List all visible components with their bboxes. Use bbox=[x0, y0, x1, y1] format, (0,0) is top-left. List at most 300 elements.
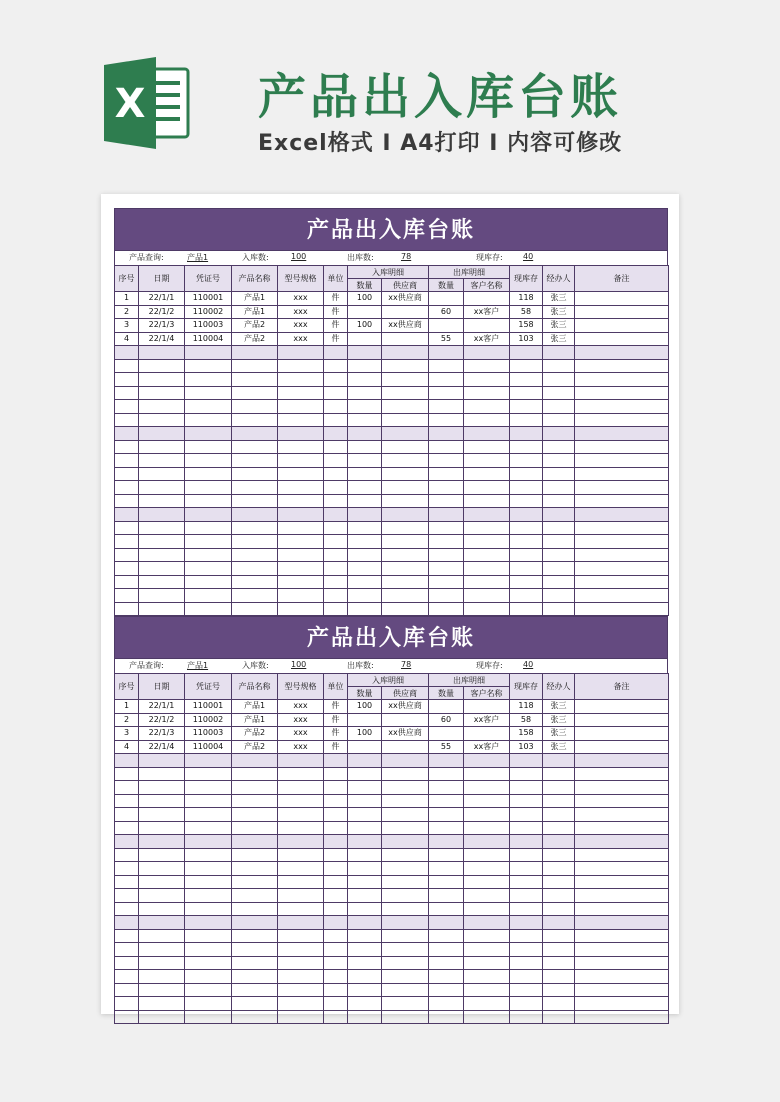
table-cell[interactable] bbox=[232, 916, 278, 930]
table-cell[interactable] bbox=[278, 781, 324, 795]
table-cell[interactable] bbox=[464, 767, 510, 781]
table-cell[interactable] bbox=[382, 467, 429, 481]
table-cell[interactable] bbox=[232, 440, 278, 454]
table-cell[interactable] bbox=[278, 386, 324, 400]
table-cell[interactable] bbox=[382, 602, 429, 616]
table-cell[interactable] bbox=[543, 781, 575, 795]
table-cell[interactable] bbox=[429, 548, 464, 562]
table-cell[interactable] bbox=[575, 400, 669, 414]
table-cell[interactable] bbox=[185, 875, 232, 889]
table-cell[interactable] bbox=[543, 943, 575, 957]
table-cell[interactable] bbox=[324, 848, 348, 862]
table-cell[interactable] bbox=[324, 1010, 348, 1024]
table-cell[interactable] bbox=[429, 821, 464, 835]
table-cell[interactable] bbox=[232, 956, 278, 970]
table-cell[interactable] bbox=[348, 413, 382, 427]
table-cell[interactable] bbox=[382, 427, 429, 441]
table-cell[interactable] bbox=[324, 862, 348, 876]
table-cell[interactable] bbox=[278, 929, 324, 943]
table-cell[interactable] bbox=[382, 413, 429, 427]
table-cell[interactable] bbox=[464, 781, 510, 795]
table-cell[interactable] bbox=[464, 427, 510, 441]
table-cell[interactable] bbox=[464, 835, 510, 849]
table-cell[interactable]: 3 bbox=[115, 727, 139, 741]
table-cell[interactable] bbox=[510, 794, 543, 808]
table-cell[interactable] bbox=[429, 767, 464, 781]
table-cell[interactable]: 件 bbox=[324, 292, 348, 306]
table-cell[interactable] bbox=[139, 494, 185, 508]
table-cell[interactable] bbox=[382, 508, 429, 522]
table-cell[interactable] bbox=[464, 848, 510, 862]
table-cell[interactable] bbox=[232, 346, 278, 360]
table-cell[interactable] bbox=[278, 589, 324, 603]
table-cell[interactable] bbox=[278, 889, 324, 903]
table-cell[interactable] bbox=[429, 808, 464, 822]
table-cell[interactable]: 产品2 bbox=[232, 332, 278, 346]
table-cell[interactable] bbox=[278, 481, 324, 495]
table-cell[interactable] bbox=[575, 929, 669, 943]
table-cell[interactable] bbox=[139, 386, 185, 400]
table-cell[interactable] bbox=[543, 562, 575, 576]
table-cell[interactable] bbox=[429, 292, 464, 306]
table-cell[interactable] bbox=[348, 373, 382, 387]
table-cell[interactable]: 张三 bbox=[543, 305, 575, 319]
table-cell[interactable] bbox=[232, 454, 278, 468]
table-cell[interactable] bbox=[348, 808, 382, 822]
table-cell[interactable] bbox=[324, 575, 348, 589]
table-cell[interactable] bbox=[139, 929, 185, 943]
table-cell[interactable] bbox=[324, 346, 348, 360]
table-cell[interactable] bbox=[543, 346, 575, 360]
table-cell[interactable] bbox=[278, 902, 324, 916]
table-cell[interactable] bbox=[464, 700, 510, 714]
table-cell[interactable] bbox=[348, 713, 382, 727]
table-cell[interactable] bbox=[324, 400, 348, 414]
table-cell[interactable] bbox=[185, 983, 232, 997]
table-cell[interactable] bbox=[278, 413, 324, 427]
table-cell[interactable] bbox=[464, 983, 510, 997]
table-cell[interactable] bbox=[543, 929, 575, 943]
table-cell[interactable] bbox=[510, 359, 543, 373]
table-cell[interactable] bbox=[510, 943, 543, 957]
table-cell[interactable] bbox=[139, 602, 185, 616]
table-cell[interactable] bbox=[382, 575, 429, 589]
table-cell[interactable] bbox=[324, 521, 348, 535]
table-cell[interactable] bbox=[348, 970, 382, 984]
table-cell[interactable] bbox=[115, 970, 139, 984]
table-cell[interactable] bbox=[185, 902, 232, 916]
table-cell[interactable] bbox=[510, 467, 543, 481]
table-cell[interactable] bbox=[139, 575, 185, 589]
table-cell[interactable] bbox=[348, 902, 382, 916]
table-cell[interactable] bbox=[324, 494, 348, 508]
table-cell[interactable] bbox=[575, 970, 669, 984]
table-cell[interactable] bbox=[543, 808, 575, 822]
table-cell[interactable] bbox=[185, 848, 232, 862]
table-cell[interactable] bbox=[510, 754, 543, 768]
table-cell[interactable] bbox=[115, 535, 139, 549]
table-cell[interactable] bbox=[348, 835, 382, 849]
table-cell[interactable] bbox=[429, 481, 464, 495]
table-cell[interactable] bbox=[348, 508, 382, 522]
table-cell[interactable] bbox=[348, 875, 382, 889]
table-cell[interactable] bbox=[510, 427, 543, 441]
query-value-field[interactable]: 产品1 bbox=[187, 661, 209, 670]
table-cell[interactable] bbox=[232, 467, 278, 481]
table-cell[interactable] bbox=[543, 1010, 575, 1024]
table-cell[interactable] bbox=[429, 889, 464, 903]
table-cell[interactable] bbox=[115, 467, 139, 481]
table-cell[interactable] bbox=[575, 481, 669, 495]
table-cell[interactable] bbox=[348, 943, 382, 957]
table-cell[interactable] bbox=[185, 889, 232, 903]
table-cell[interactable] bbox=[232, 875, 278, 889]
table-cell[interactable] bbox=[348, 359, 382, 373]
table-cell[interactable] bbox=[464, 373, 510, 387]
table-cell[interactable] bbox=[278, 508, 324, 522]
table-cell[interactable] bbox=[232, 835, 278, 849]
table-cell[interactable] bbox=[575, 754, 669, 768]
table-cell[interactable] bbox=[575, 727, 669, 741]
table-cell[interactable] bbox=[543, 413, 575, 427]
table-cell[interactable]: 张三 bbox=[543, 727, 575, 741]
table-cell[interactable] bbox=[429, 997, 464, 1011]
table-cell[interactable] bbox=[278, 983, 324, 997]
table-cell[interactable] bbox=[464, 1010, 510, 1024]
table-cell[interactable] bbox=[348, 916, 382, 930]
table-cell[interactable] bbox=[510, 494, 543, 508]
table-cell[interactable] bbox=[185, 808, 232, 822]
table-cell[interactable] bbox=[139, 535, 185, 549]
table-cell[interactable] bbox=[543, 535, 575, 549]
table-cell[interactable] bbox=[464, 875, 510, 889]
table-cell[interactable] bbox=[382, 929, 429, 943]
table-cell[interactable] bbox=[510, 602, 543, 616]
table-cell[interactable] bbox=[464, 916, 510, 930]
table-cell[interactable] bbox=[185, 386, 232, 400]
table-cell[interactable] bbox=[185, 359, 232, 373]
table-cell[interactable] bbox=[324, 359, 348, 373]
table-cell[interactable] bbox=[232, 400, 278, 414]
table-cell[interactable] bbox=[115, 1010, 139, 1024]
table-cell[interactable] bbox=[575, 440, 669, 454]
table-cell[interactable] bbox=[324, 535, 348, 549]
table-cell[interactable] bbox=[510, 454, 543, 468]
table-cell[interactable] bbox=[464, 575, 510, 589]
table-cell[interactable] bbox=[575, 902, 669, 916]
table-cell[interactable] bbox=[575, 467, 669, 481]
table-cell[interactable] bbox=[575, 508, 669, 522]
table-cell[interactable] bbox=[543, 916, 575, 930]
table-cell[interactable] bbox=[232, 767, 278, 781]
table-cell[interactable]: 件 bbox=[324, 332, 348, 346]
table-cell[interactable] bbox=[185, 821, 232, 835]
table-cell[interactable] bbox=[429, 467, 464, 481]
table-cell[interactable] bbox=[232, 359, 278, 373]
table-cell[interactable] bbox=[575, 602, 669, 616]
table-cell[interactable] bbox=[464, 602, 510, 616]
table-cell[interactable] bbox=[382, 848, 429, 862]
table-cell[interactable] bbox=[510, 997, 543, 1011]
table-cell[interactable] bbox=[185, 481, 232, 495]
table-cell[interactable] bbox=[324, 889, 348, 903]
table-cell[interactable]: 22/1/1 bbox=[139, 700, 185, 714]
table-cell[interactable] bbox=[185, 400, 232, 414]
table-cell[interactable] bbox=[543, 862, 575, 876]
table-cell[interactable] bbox=[464, 808, 510, 822]
table-cell[interactable]: 158 bbox=[510, 319, 543, 333]
table-cell[interactable] bbox=[429, 562, 464, 576]
table-cell[interactable] bbox=[575, 373, 669, 387]
table-cell[interactable] bbox=[185, 535, 232, 549]
table-cell[interactable] bbox=[382, 454, 429, 468]
table-cell[interactable]: 118 bbox=[510, 700, 543, 714]
table-cell[interactable] bbox=[429, 929, 464, 943]
table-cell[interactable] bbox=[382, 875, 429, 889]
table-cell[interactable] bbox=[324, 997, 348, 1011]
table-cell[interactable] bbox=[139, 427, 185, 441]
table-cell[interactable] bbox=[510, 929, 543, 943]
table-cell[interactable] bbox=[543, 602, 575, 616]
table-cell[interactable] bbox=[348, 305, 382, 319]
table-cell[interactable] bbox=[185, 454, 232, 468]
table-cell[interactable] bbox=[232, 808, 278, 822]
table-cell[interactable] bbox=[348, 467, 382, 481]
table-cell[interactable] bbox=[543, 575, 575, 589]
table-cell[interactable] bbox=[510, 916, 543, 930]
table-cell[interactable] bbox=[185, 373, 232, 387]
table-cell[interactable] bbox=[464, 562, 510, 576]
table-cell[interactable] bbox=[348, 386, 382, 400]
table-cell[interactable]: 张三 bbox=[543, 319, 575, 333]
table-cell[interactable] bbox=[464, 494, 510, 508]
table-cell[interactable] bbox=[575, 521, 669, 535]
table-cell[interactable] bbox=[232, 494, 278, 508]
table-cell[interactable] bbox=[429, 848, 464, 862]
table-cell[interactable] bbox=[382, 821, 429, 835]
table-cell[interactable] bbox=[324, 373, 348, 387]
table-cell[interactable] bbox=[382, 1010, 429, 1024]
table-cell[interactable]: 1 bbox=[115, 292, 139, 306]
table-cell[interactable] bbox=[324, 821, 348, 835]
table-cell[interactable]: 3 bbox=[115, 319, 139, 333]
table-cell[interactable] bbox=[115, 781, 139, 795]
table-cell[interactable]: xx客户 bbox=[464, 305, 510, 319]
table-cell[interactable] bbox=[575, 1010, 669, 1024]
table-cell[interactable] bbox=[115, 902, 139, 916]
table-cell[interactable] bbox=[139, 997, 185, 1011]
table-cell[interactable] bbox=[232, 848, 278, 862]
table-cell[interactable] bbox=[139, 916, 185, 930]
table-cell[interactable] bbox=[278, 400, 324, 414]
table-cell[interactable] bbox=[429, 943, 464, 957]
table-cell[interactable] bbox=[543, 794, 575, 808]
table-cell[interactable]: 产品2 bbox=[232, 740, 278, 754]
table-cell[interactable]: 22/1/2 bbox=[139, 713, 185, 727]
table-cell[interactable] bbox=[464, 481, 510, 495]
table-cell[interactable]: 110002 bbox=[185, 305, 232, 319]
table-cell[interactable]: 100 bbox=[348, 292, 382, 306]
table-cell[interactable] bbox=[575, 346, 669, 360]
table-cell[interactable] bbox=[575, 319, 669, 333]
table-cell[interactable] bbox=[185, 1010, 232, 1024]
table-cell[interactable] bbox=[232, 535, 278, 549]
table-cell[interactable] bbox=[348, 848, 382, 862]
table-cell[interactable] bbox=[185, 467, 232, 481]
table-cell[interactable] bbox=[185, 575, 232, 589]
table-cell[interactable] bbox=[115, 754, 139, 768]
table-cell[interactable] bbox=[324, 602, 348, 616]
table-cell[interactable] bbox=[429, 400, 464, 414]
table-cell[interactable] bbox=[464, 508, 510, 522]
table-cell[interactable] bbox=[139, 454, 185, 468]
table-cell[interactable] bbox=[278, 848, 324, 862]
table-cell[interactable] bbox=[429, 983, 464, 997]
table-cell[interactable] bbox=[510, 481, 543, 495]
table-cell[interactable]: 55 bbox=[429, 740, 464, 754]
table-cell[interactable] bbox=[324, 943, 348, 957]
table-cell[interactable] bbox=[278, 467, 324, 481]
table-cell[interactable]: 件 bbox=[324, 727, 348, 741]
table-cell[interactable] bbox=[139, 467, 185, 481]
table-cell[interactable] bbox=[464, 548, 510, 562]
table-cell[interactable] bbox=[382, 916, 429, 930]
table-cell[interactable] bbox=[510, 548, 543, 562]
table-cell[interactable] bbox=[278, 970, 324, 984]
table-cell[interactable] bbox=[464, 521, 510, 535]
table-cell[interactable]: xx供应商 bbox=[382, 292, 429, 306]
table-cell[interactable] bbox=[115, 794, 139, 808]
table-cell[interactable] bbox=[510, 875, 543, 889]
table-cell[interactable] bbox=[185, 929, 232, 943]
table-cell[interactable] bbox=[464, 400, 510, 414]
table-cell[interactable] bbox=[115, 373, 139, 387]
table-cell[interactable] bbox=[324, 875, 348, 889]
table-cell[interactable] bbox=[185, 754, 232, 768]
table-cell[interactable]: 110001 bbox=[185, 700, 232, 714]
table-cell[interactable]: 22/1/2 bbox=[139, 305, 185, 319]
table-cell[interactable] bbox=[139, 346, 185, 360]
table-cell[interactable] bbox=[232, 575, 278, 589]
table-cell[interactable]: xxx bbox=[278, 740, 324, 754]
table-cell[interactable] bbox=[575, 848, 669, 862]
table-cell[interactable]: 件 bbox=[324, 740, 348, 754]
table-cell[interactable]: 2 bbox=[115, 305, 139, 319]
table-cell[interactable] bbox=[139, 508, 185, 522]
table-cell[interactable]: 110003 bbox=[185, 727, 232, 741]
table-cell[interactable] bbox=[278, 575, 324, 589]
table-cell[interactable] bbox=[382, 548, 429, 562]
table-cell[interactable] bbox=[115, 454, 139, 468]
table-cell[interactable] bbox=[429, 521, 464, 535]
table-cell[interactable] bbox=[348, 589, 382, 603]
table-cell[interactable] bbox=[575, 781, 669, 795]
table-cell[interactable] bbox=[232, 521, 278, 535]
table-cell[interactable] bbox=[510, 862, 543, 876]
table-cell[interactable] bbox=[324, 916, 348, 930]
table-cell[interactable] bbox=[382, 440, 429, 454]
table-cell[interactable] bbox=[185, 562, 232, 576]
table-cell[interactable] bbox=[429, 835, 464, 849]
table-cell[interactable]: 张三 bbox=[543, 713, 575, 727]
table-cell[interactable] bbox=[429, 602, 464, 616]
table-cell[interactable] bbox=[348, 400, 382, 414]
table-cell[interactable] bbox=[575, 862, 669, 876]
table-cell[interactable] bbox=[575, 808, 669, 822]
table-cell[interactable] bbox=[185, 440, 232, 454]
table-cell[interactable] bbox=[348, 494, 382, 508]
table-cell[interactable] bbox=[543, 373, 575, 387]
table-cell[interactable] bbox=[464, 413, 510, 427]
table-cell[interactable]: xx客户 bbox=[464, 713, 510, 727]
table-cell[interactable] bbox=[382, 794, 429, 808]
table-cell[interactable] bbox=[464, 359, 510, 373]
table-cell[interactable] bbox=[115, 848, 139, 862]
table-cell[interactable]: 110001 bbox=[185, 292, 232, 306]
table-cell[interactable] bbox=[278, 808, 324, 822]
table-cell[interactable] bbox=[382, 494, 429, 508]
table-cell[interactable] bbox=[139, 767, 185, 781]
table-cell[interactable] bbox=[278, 454, 324, 468]
table-cell[interactable]: 2 bbox=[115, 713, 139, 727]
table-cell[interactable] bbox=[464, 943, 510, 957]
table-cell[interactable]: 4 bbox=[115, 740, 139, 754]
table-cell[interactable]: xx客户 bbox=[464, 740, 510, 754]
table-cell[interactable] bbox=[115, 575, 139, 589]
table-cell[interactable]: 60 bbox=[429, 713, 464, 727]
table-cell[interactable] bbox=[139, 781, 185, 795]
table-cell[interactable] bbox=[324, 754, 348, 768]
table-cell[interactable]: 张三 bbox=[543, 292, 575, 306]
table-cell[interactable] bbox=[185, 548, 232, 562]
table-cell[interactable] bbox=[543, 548, 575, 562]
table-cell[interactable] bbox=[382, 589, 429, 603]
table-cell[interactable] bbox=[575, 589, 669, 603]
table-cell[interactable]: xx供应商 bbox=[382, 319, 429, 333]
table-cell[interactable]: 110002 bbox=[185, 713, 232, 727]
table-cell[interactable] bbox=[464, 386, 510, 400]
table-cell[interactable] bbox=[278, 821, 324, 835]
table-cell[interactable] bbox=[232, 548, 278, 562]
table-cell[interactable]: 58 bbox=[510, 305, 543, 319]
table-cell[interactable] bbox=[324, 467, 348, 481]
table-cell[interactable] bbox=[543, 997, 575, 1011]
table-cell[interactable] bbox=[429, 1010, 464, 1024]
table-cell[interactable] bbox=[510, 835, 543, 849]
table-cell[interactable] bbox=[348, 346, 382, 360]
table-cell[interactable] bbox=[324, 808, 348, 822]
table-cell[interactable] bbox=[382, 373, 429, 387]
table-cell[interactable]: 1 bbox=[115, 700, 139, 714]
table-cell[interactable] bbox=[139, 902, 185, 916]
table-cell[interactable] bbox=[324, 440, 348, 454]
table-cell[interactable] bbox=[348, 548, 382, 562]
table-cell[interactable] bbox=[543, 521, 575, 535]
table-cell[interactable] bbox=[348, 535, 382, 549]
table-cell[interactable]: xxx bbox=[278, 292, 324, 306]
table-cell[interactable]: 158 bbox=[510, 727, 543, 741]
table-cell[interactable] bbox=[575, 956, 669, 970]
table-cell[interactable]: 58 bbox=[510, 713, 543, 727]
table-cell[interactable]: 件 bbox=[324, 305, 348, 319]
table-cell[interactable] bbox=[348, 481, 382, 495]
table-cell[interactable] bbox=[429, 373, 464, 387]
table-cell[interactable]: 55 bbox=[429, 332, 464, 346]
table-cell[interactable] bbox=[324, 386, 348, 400]
table-cell[interactable] bbox=[139, 970, 185, 984]
table-cell[interactable] bbox=[429, 535, 464, 549]
table-cell[interactable] bbox=[348, 956, 382, 970]
